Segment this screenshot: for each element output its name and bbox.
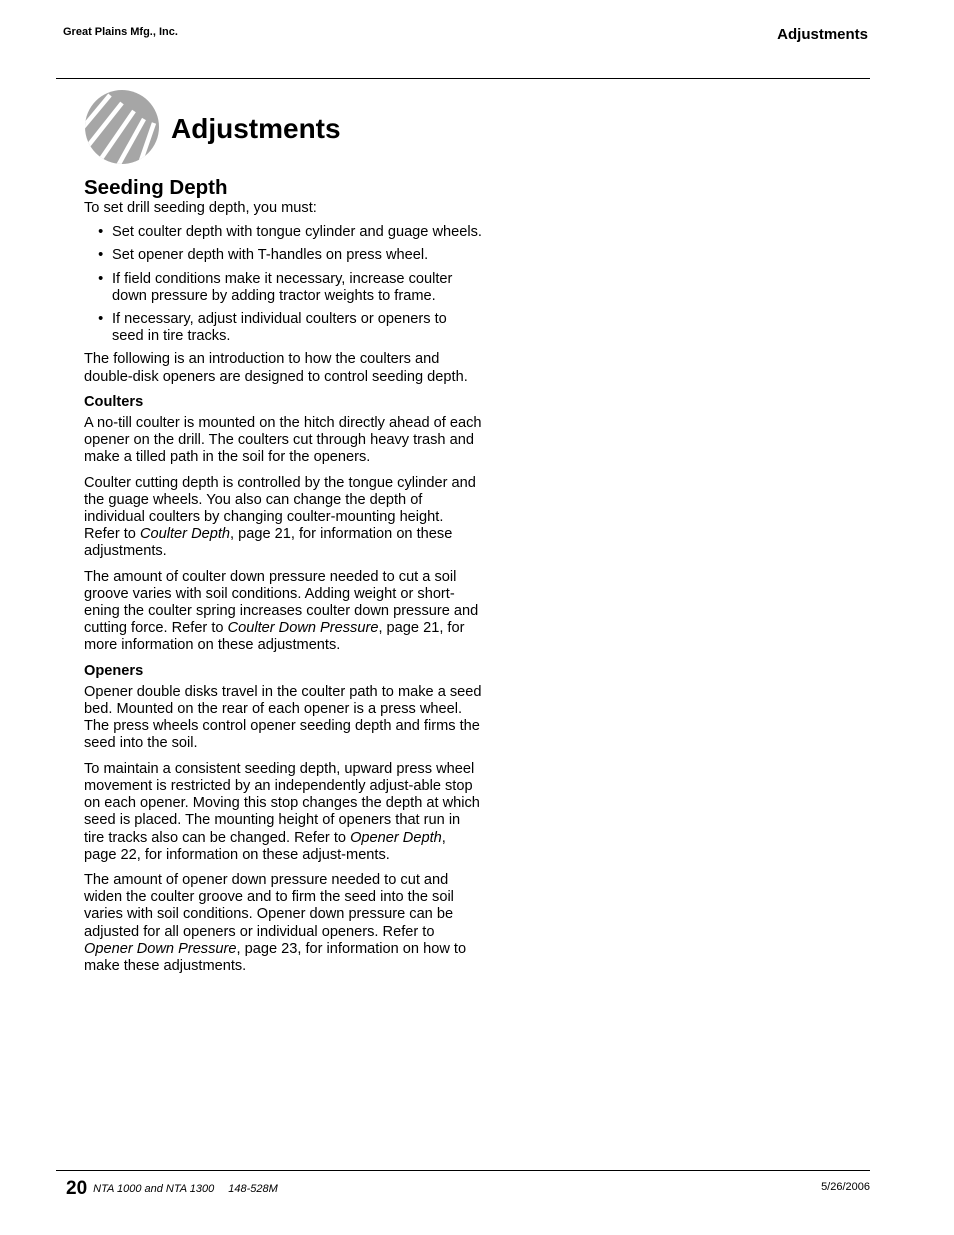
footer-doc-number: 148-528M (228, 1183, 278, 1195)
footer-date: 5/26/2006 (821, 1181, 870, 1193)
header-company: Great Plains Mfg., Inc. (63, 26, 178, 38)
text-run: To maintain a consistent seeding depth, upward press wheel movement is restricted by an independently adjust-able stop on each opener. Moving this stop changes the depth at which seed is placed. The mounting height of openers that run in tire tracks also can be changed. Refer to (84, 760, 480, 846)
header-section: Adjustments (777, 26, 868, 43)
cross-reference: Coulter Depth (139, 526, 231, 543)
chapter-title: Adjustments (171, 113, 341, 144)
bullet-glyph: • (98, 247, 104, 264)
list-item (84, 247, 482, 264)
following-paragraph: The following is an introduction to how the coulters and double-disk openers are designed to control seeding depth. (84, 351, 468, 385)
coulters-paragraph-2 (84, 475, 482, 561)
bullet-glyph: • (98, 270, 104, 287)
list-item-text: Set coulter depth with tongue cylinder and guage wheels. (112, 224, 482, 241)
openers-heading: Openers (84, 662, 144, 679)
bullet-list (84, 224, 482, 345)
section-intro: To set drill seeding depth, you must: (84, 200, 317, 216)
coulters-heading: Coulters (84, 393, 144, 410)
list-item-text: Set opener depth with T-handles on press wheel. (112, 247, 429, 264)
header-divider (56, 78, 870, 79)
cross-reference: Opener Down Pressure (84, 940, 237, 957)
cross-reference: Coulter Down Pressure (227, 620, 379, 637)
main-content (84, 176, 482, 983)
list-item-text: If field conditions make it necessary, increase coulter down pressure by adding tractor weights to frame. (112, 270, 453, 304)
text-run: The amount of coulter down pressure needed to cut a soil groove varies with soil conditions. Adding weight or short-ening the coulter spring increases coulter down pressure and cutting force. Refer to (84, 568, 479, 637)
list-item (84, 311, 482, 345)
text-run: , page 21, for more information on these adjustments. (84, 620, 465, 654)
openers-paragraph-3 (84, 872, 482, 975)
list-item (84, 271, 482, 305)
text-run: , page 23, for information on how to make these adjustments. (84, 940, 467, 974)
footer-model: NTA 1000 and NTA 1300 (93, 1183, 215, 1195)
text-run: , page 22, for information on these adjust-ments. (84, 829, 446, 863)
footer-divider (56, 1170, 870, 1171)
openers-paragraph-1: Opener double disks travel in the coulter path to make a seed bed. Mounted on the rear of each opener is a press wheel. The press wheels control opener seeding depth and firms the seed into the soil. (84, 683, 482, 752)
bullet-glyph: • (98, 224, 104, 241)
openers-paragraph-2 (84, 761, 482, 864)
bullet-glyph: • (98, 311, 104, 328)
list-item (84, 224, 482, 241)
section-title: Seeding Depth (84, 176, 228, 199)
list-item-text: If necessary, adjust individual coulters or openers to seed in tire tracks. (112, 311, 447, 345)
page-number: 20 (66, 1178, 88, 1199)
cross-reference: Opener Depth (350, 829, 442, 846)
text-run: The amount of opener down pressure needed to cut and widen the coulter groove and to firm the seed into the soil varies with soil conditions. Opener down pressure can be adjusted for all openers or individual openers. Refer to (84, 871, 454, 940)
footer (66, 1178, 278, 1200)
text-run: , page 21, for information on these adjustments. (84, 526, 453, 560)
coulters-paragraph-1: A no-till coulter is mounted on the hitch directly ahead of each opener on the drill. The coulters cut through heavy trash and make a tilled path in the soil for the openers. (84, 415, 482, 466)
text-run: Coulter cutting depth is controlled by the tongue cylinder and the guage wheels. You also can change the depth of individual coulters by changing coulter-mounting height. Refer to (84, 474, 476, 543)
coulters-paragraph-3 (84, 569, 482, 655)
great-plains-logo-icon (84, 89, 160, 165)
